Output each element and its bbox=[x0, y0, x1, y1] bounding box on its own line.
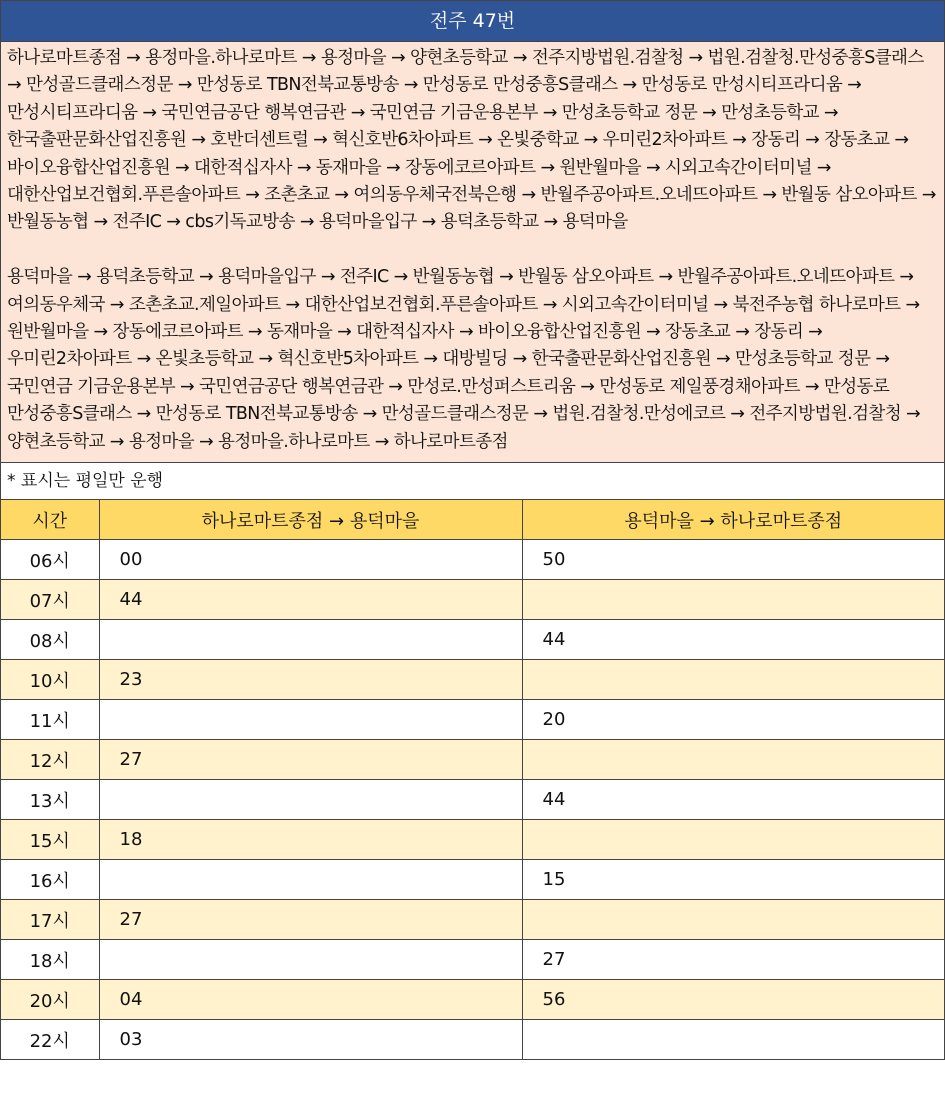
table-row bbox=[1, 700, 944, 740]
outbound-minutes-cell bbox=[99, 700, 522, 740]
inbound-minutes-cell: 56 bbox=[522, 980, 944, 1020]
outbound-minutes-cell: 27 bbox=[99, 740, 522, 780]
route-description bbox=[1, 42, 944, 463]
outbound-minutes-cell bbox=[99, 780, 522, 820]
time-cell: 15시 bbox=[1, 820, 99, 860]
inbound-minutes-cell: 44 bbox=[522, 620, 944, 660]
time-cell: 11시 bbox=[1, 700, 99, 740]
inbound-minutes-cell: 27 bbox=[522, 940, 944, 980]
time-cell: 17시 bbox=[1, 900, 99, 940]
outbound-minutes-cell: 23 bbox=[99, 660, 522, 700]
outbound-minutes-cell: 03 bbox=[99, 1020, 522, 1060]
inbound-minutes-cell: 44 bbox=[522, 780, 944, 820]
time-cell: 22시 bbox=[1, 1020, 99, 1060]
timetable-body bbox=[1, 540, 944, 1060]
table-row bbox=[1, 660, 944, 700]
inbound-minutes-cell bbox=[522, 1020, 944, 1060]
header-inbound: 용덕마을 → 하나로마트종점 bbox=[522, 500, 944, 540]
header-outbound: 하나로마트종점 → 용덕마을 bbox=[99, 500, 522, 540]
table-row bbox=[1, 780, 944, 820]
route-spacer bbox=[7, 237, 939, 264]
outbound-minutes-cell bbox=[99, 940, 522, 980]
table-row bbox=[1, 580, 944, 620]
time-cell: 08시 bbox=[1, 620, 99, 660]
time-cell: 18시 bbox=[1, 940, 99, 980]
time-cell: 16시 bbox=[1, 860, 99, 900]
table-row bbox=[1, 740, 944, 780]
timetable-header-row bbox=[1, 500, 944, 540]
table-row bbox=[1, 540, 944, 580]
time-cell: 13시 bbox=[1, 780, 99, 820]
time-cell: 06시 bbox=[1, 540, 99, 580]
inbound-minutes-cell bbox=[522, 660, 944, 700]
table-row bbox=[1, 1020, 944, 1060]
inbound-minutes-cell: 20 bbox=[522, 700, 944, 740]
table-row bbox=[1, 980, 944, 1020]
table-row bbox=[1, 860, 944, 900]
inbound-minutes-cell bbox=[522, 900, 944, 940]
table-row bbox=[1, 900, 944, 940]
route-outbound-stops: 하나로마트종점 → 용정마을.하나로마트 → 용정마을 → 양현초등학교 → 전주지방법원.검찰청 → 법원.검찰청.만성중흥S클래스 → 만성골드클래스정문 → 만성동로 TBN전북교통방송 → 만성동로 만성중흥S클래스 → 만성동로 만성시티프라디움 → 만성시티프라디움 → 국민연금공단 행복연금관 → 국민연금 기금운용본부 → 만성초등학교 정문 → 만성초등학교 → 한국출판문화산업진흥원 → 호반더센트럴 → 혁신호반6차아파트 → 온빛중학교 → 우미린2차아파트 → 장동리 → 장동초교 → 바이오융합산업진흥원 → 대한적십자사 → 동재마을 → 장동에코르아파트 → 원반월마을 → 시외고속간이터미널 → 대한산업보건협회.푸른솔아파트 → 조촌초교 → 여의동우체국전북은행 → 반월주공아파트.오네뜨아파트 → 반월동 삼오아파트 → 반월동농협 → 전주IC → cbs기독교방송 → 용덕마을입구 → 용덕초등학교 → 용덕마을 bbox=[7, 48, 936, 233]
time-cell: 10시 bbox=[1, 660, 99, 700]
table-row bbox=[1, 820, 944, 860]
route-inbound-stops: 용덕마을 → 용덕초등학교 → 용덕마을입구 → 전주IC → 반월동농협 → 반월동 삼오아파트 → 반월주공아파트.오네뜨아파트 → 여의동우체국 → 조촌초교.제일아파트 → 대한산업보건협회.푸른솔아파트 → 시외고속간이터미널 → 북전주농협 하나로마트 → 원반월마을 → 장동에코르아파트 → 동재마을 → 대한적십자사 → 바이오융합산업진흥원 → 장동초교 → 장동리 → 우미린2차아파트 → 온빛초등학교 → 혁신호반5차아파트 → 대방빌딩 → 한국출판문화산업진흥원 → 만성초등학교 정문 → 국민연금 기금운용본부 → 국민연금공단 행복연금관 → 만성로.만성퍼스트리움 → 만성동로 제일풍경채아파트 → 만성동로 만성중흥S클래스 → 만성동로 TBN전북교통방송 → 만성골드클래스정문 → 법원.검찰청.만성에코르 → 전주지방법원.검찰청 → 양현초등학교 → 용정마을 → 용정마을.하나로마트 → 하나로마트종점 bbox=[7, 267, 921, 452]
time-cell: 20시 bbox=[1, 980, 99, 1020]
inbound-minutes-cell bbox=[522, 820, 944, 860]
inbound-minutes-cell bbox=[522, 740, 944, 780]
outbound-minutes-cell: 44 bbox=[99, 580, 522, 620]
timetable bbox=[1, 500, 944, 1059]
outbound-minutes-cell bbox=[99, 860, 522, 900]
time-cell: 07시 bbox=[1, 580, 99, 620]
outbound-minutes-cell: 04 bbox=[99, 980, 522, 1020]
inbound-minutes-cell: 50 bbox=[522, 540, 944, 580]
outbound-minutes-cell: 18 bbox=[99, 820, 522, 860]
table-row bbox=[1, 620, 944, 660]
inbound-minutes-cell: 15 bbox=[522, 860, 944, 900]
route-title: 전주 47번 bbox=[1, 1, 944, 42]
table-row bbox=[1, 940, 944, 980]
outbound-minutes-cell: 00 bbox=[99, 540, 522, 580]
inbound-minutes-cell bbox=[522, 580, 944, 620]
header-time: 시간 bbox=[1, 500, 99, 540]
weekday-note: * 표시는 평일만 운행 bbox=[1, 463, 944, 500]
outbound-minutes-cell: 27 bbox=[99, 900, 522, 940]
outbound-minutes-cell bbox=[99, 620, 522, 660]
time-cell: 12시 bbox=[1, 740, 99, 780]
